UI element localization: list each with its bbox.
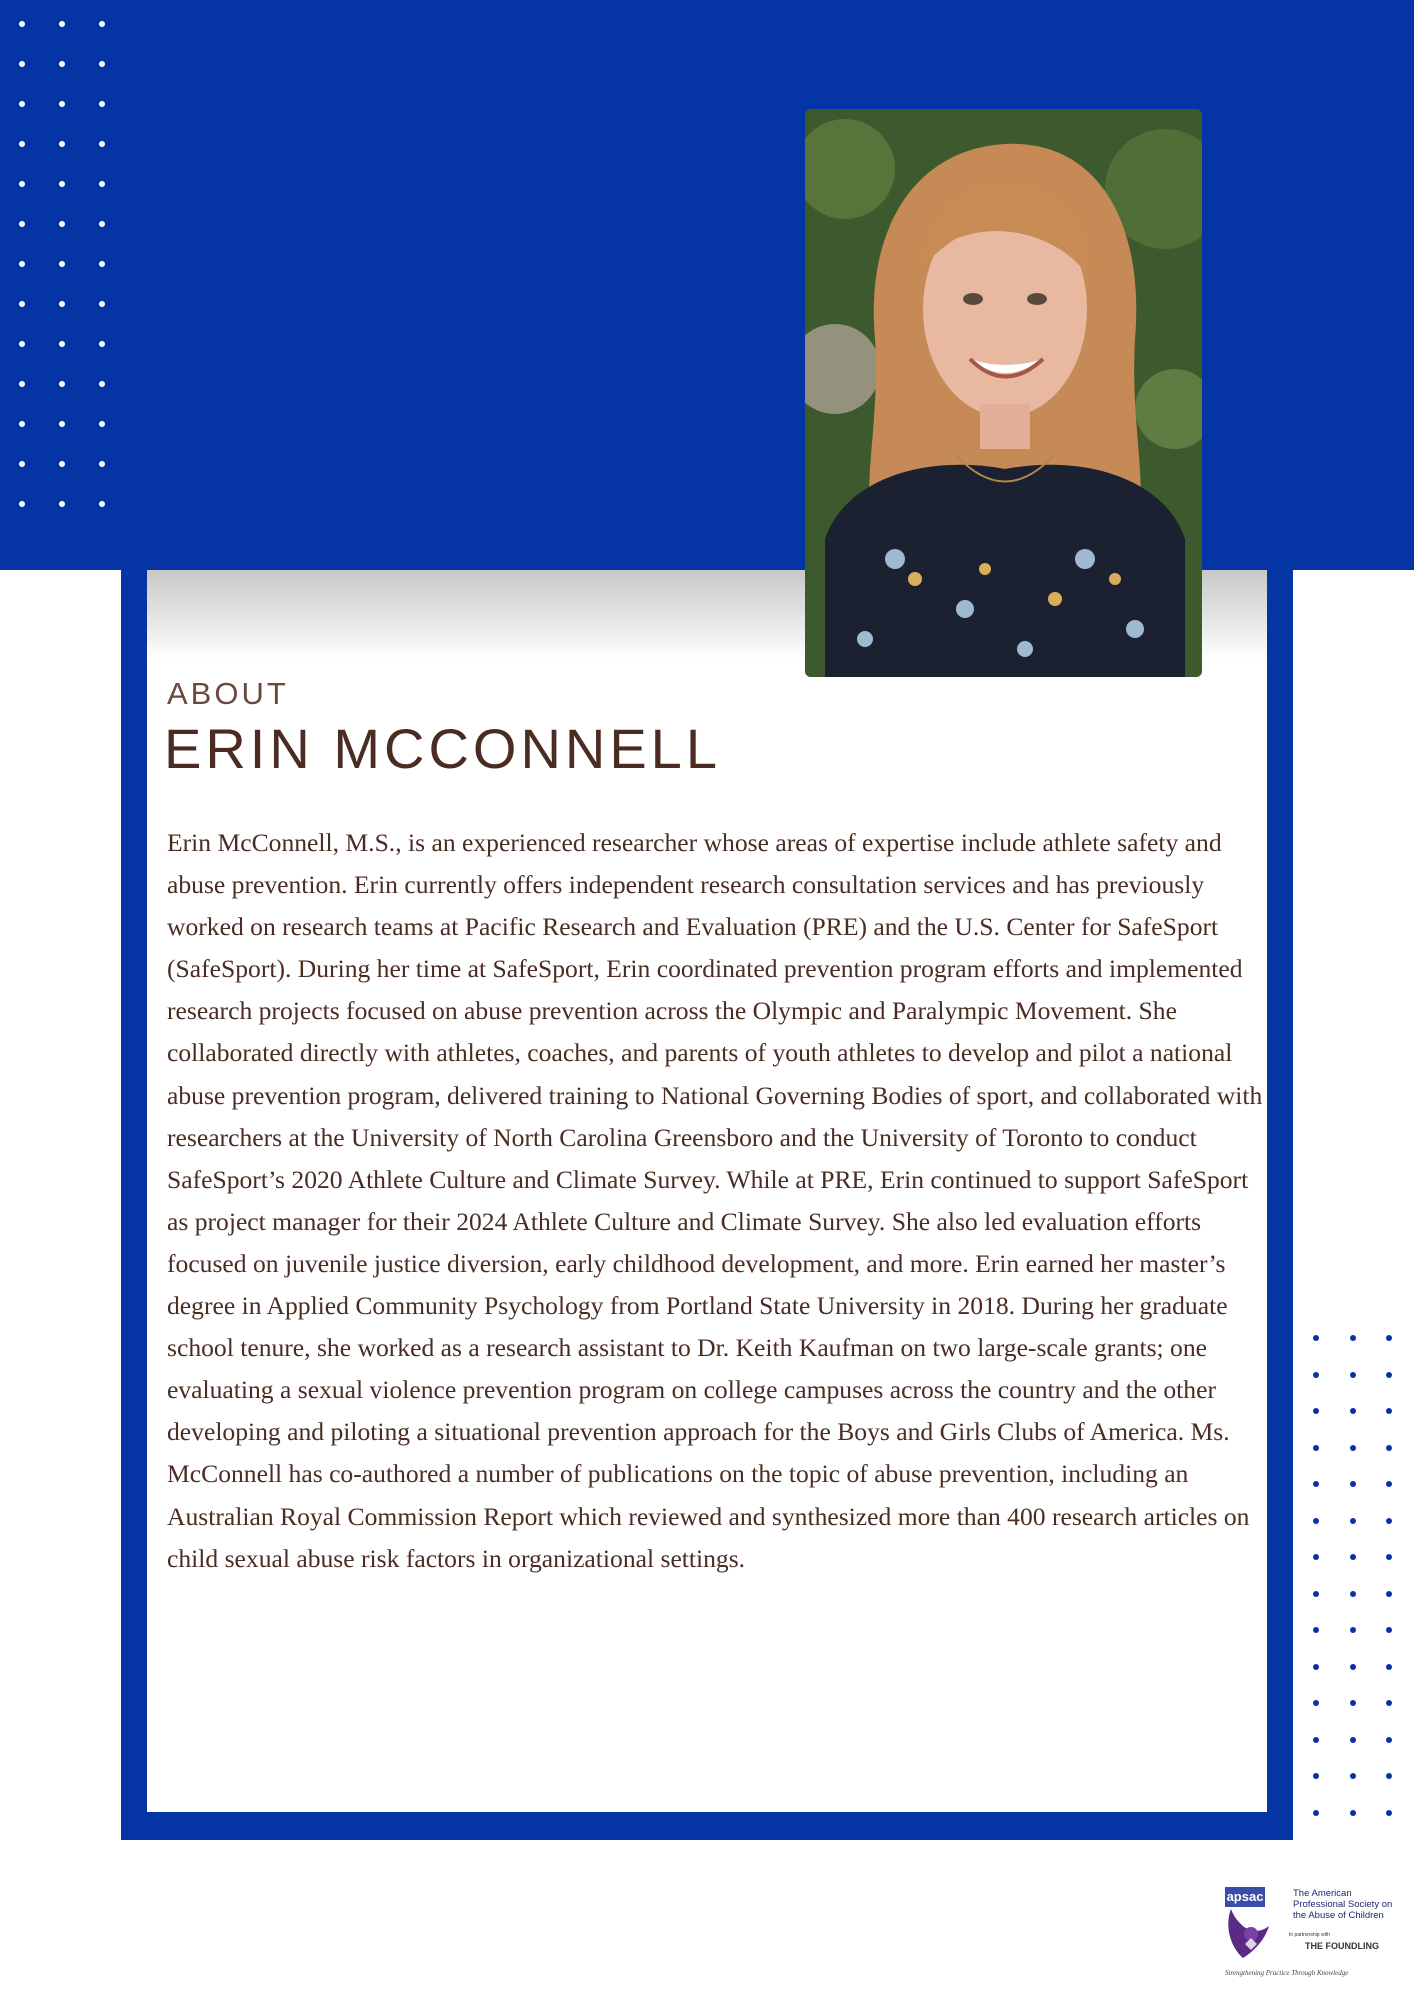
decorative-dot [1386,1700,1392,1706]
decorative-dot [59,341,65,347]
decorative-dot [1313,1591,1319,1597]
portrait-photo [805,109,1202,677]
decorative-dot [59,101,65,107]
decorative-dot [59,61,65,67]
decorative-dot [1313,1335,1319,1341]
decorative-dot [59,381,65,387]
decorative-dot [1350,1737,1356,1743]
decorative-dot [59,461,65,467]
decorative-dot [1313,1445,1319,1451]
decorative-dot [19,221,25,227]
decorative-dot [19,501,25,507]
decorative-dot [1386,1445,1392,1451]
decorative-dot [99,301,105,307]
decorative-dot [19,341,25,347]
decorative-dot [99,61,105,67]
decorative-dot [1350,1554,1356,1560]
decorative-dot [99,181,105,187]
apsac-logo-short-name: apsac [1225,1887,1265,1907]
decorative-dot [1386,1518,1392,1524]
decorative-dot [19,61,25,67]
decorative-dot [99,501,105,507]
decorative-dot [19,421,25,427]
decorative-dot [1386,1810,1392,1816]
decorative-dot [99,341,105,347]
decorative-dot [1386,1481,1392,1487]
decorative-dot [99,461,105,467]
decorative-dot [59,141,65,147]
decorative-dot [1350,1481,1356,1487]
decorative-dot [19,381,25,387]
decorative-dot [99,381,105,387]
decorative-dot [19,141,25,147]
decorative-dot [1313,1481,1319,1487]
decorative-dot [59,221,65,227]
decorative-dot [99,21,105,27]
decorative-dot [1313,1737,1319,1743]
partner-name: THE FOUNDLING [1305,1941,1379,1951]
decorative-dot [1386,1664,1392,1670]
decorative-dot [59,421,65,427]
decorative-dot [99,221,105,227]
decorative-dot [1313,1408,1319,1414]
decorative-dot [1350,1810,1356,1816]
decorative-dot [1313,1627,1319,1633]
decorative-dot [1386,1627,1392,1633]
decorative-dot [59,181,65,187]
decorative-dot [1350,1773,1356,1779]
logo-tagline: Strengthening Practice Through Knowledge [1225,1969,1349,1977]
apsac-logo [1225,1884,1400,1984]
section-eyebrow: ABOUT [167,676,289,711]
decorative-dot [1386,1591,1392,1597]
decorative-dot [1350,1335,1356,1341]
decorative-dot [1386,1773,1392,1779]
decorative-dot [1313,1554,1319,1560]
decorative-dot [19,301,25,307]
decorative-dot [1313,1664,1319,1670]
decorative-dot [1386,1554,1392,1560]
person-name: ERIN MCCONNELL [164,717,721,780]
partner-prefix: In partnership with [1289,1932,1330,1938]
decorative-dot [59,501,65,507]
decorative-dot [19,21,25,27]
decorative-dot [19,101,25,107]
decorative-dot [1350,1700,1356,1706]
decorative-dot [1350,1445,1356,1451]
decorative-dot [1386,1737,1392,1743]
decorative-dot [1350,1627,1356,1633]
decorative-dot [1386,1408,1392,1414]
decorative-dot [99,421,105,427]
decorative-dot [19,181,25,187]
decorative-dot [59,261,65,267]
decorative-dot [1350,1664,1356,1670]
decorative-dot [1350,1408,1356,1414]
decorative-dot [1313,1518,1319,1524]
decorative-dot [1350,1591,1356,1597]
decorative-dot [1386,1372,1392,1378]
apsac-society-name: The American Professional Society on the Abuse of Children [1293,1888,1393,1921]
decorative-dot [19,461,25,467]
decorative-dot [99,261,105,267]
decorative-dot [1313,1700,1319,1706]
decorative-dot [1350,1372,1356,1378]
decorative-dot [1350,1518,1356,1524]
bio-text: Erin McConnell, M.S., is an experienced researcher whose areas of expertise include athlete safety and abuse prevention. Erin currently offers independent research consultation services and has previously worked on research teams at Pacific Research and Evaluation (PRE) and the U.S. Center for SafeSport (SafeSport). During her time at SafeSport, Erin coordinated prevention program efforts and implemented research projects focused on abuse prevention across the Olympic and Paralympic Movement. She collaborated directly with athletes, coaches, and parents of youth athletes to develop and pilot a national abuse prevention program, delivered training to National Governing Bodies of sport, and collaborated with researchers at the University of North Carolina Greensboro and the University of Toronto to conduct SafeSport’s 2020 Athlete Culture and Climate Survey. While at PRE, Erin continued to support SafeSport as project manager for their 2024 Athlete Culture and Climate Survey. She also led evaluation efforts focused on juvenile justice diversion, early childhood development, and more. Erin earned her master’s degree in Applied Community Psychology from Portland State University in 2018. During her graduate school tenure, she worked as a research assistant to Dr. Keith Kaufman on two large-scale grants; one evaluating a sexual violence prevention program on college campuses across the country and the other developing and piloting a situational prevention approach for the Boys and Girls Clubs of America. Ms. McConnell has co-authored a number of publications on the topic of abuse prevention, including an Australian Royal Commission Report which reviewed and synthesized more than 400 research articles on child sexual abuse risk factors in organizational settings. [167,828,1263,1573]
decorative-dot [1313,1773,1319,1779]
decorative-dot [1313,1372,1319,1378]
decorative-dot [99,141,105,147]
decorative-dot [1313,1810,1319,1816]
decorative-dot [59,21,65,27]
decorative-dot [59,301,65,307]
decorative-dot [99,101,105,107]
decorative-dot [19,261,25,267]
decorative-dot [1386,1335,1392,1341]
